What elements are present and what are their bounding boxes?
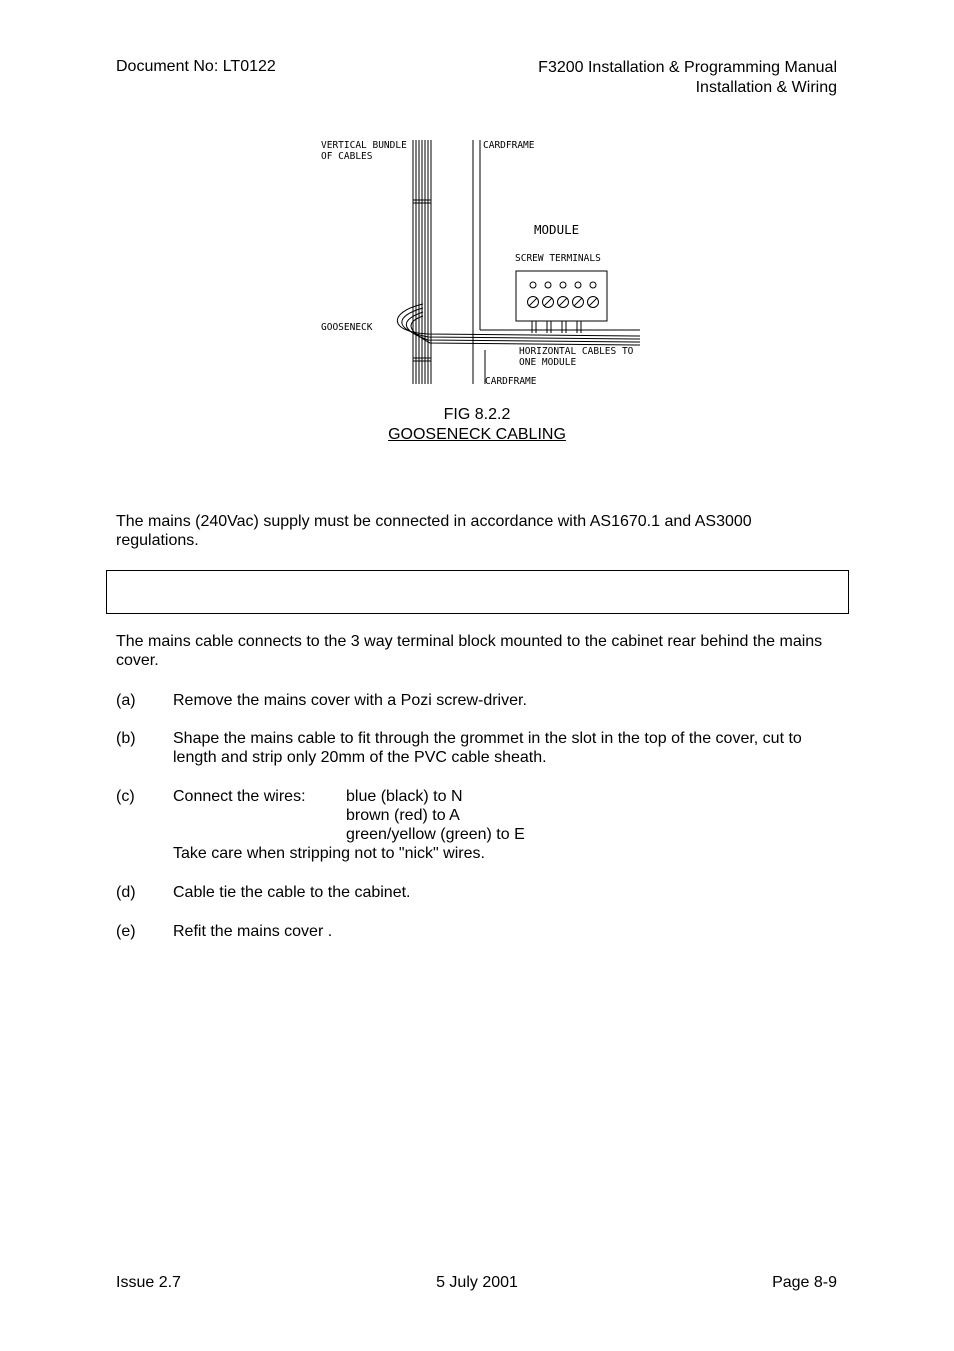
step-text: Refit the mains cover .	[173, 923, 333, 940]
step-label: (c)	[116, 788, 135, 805]
mains-cable-paragraph: The mains cable connects to the 3 way terminal block mounted to the cabinet rear behind the mains cover.	[116, 633, 823, 669]
label-vertical-bundle-2: OF CABLES	[321, 151, 373, 162]
mains-supply-paragraph: The mains (240Vac) supply must be connected in accordance with AS1670.1 and AS3000 regulations.	[116, 513, 752, 549]
label-vertical-bundle-1: VERTICAL BUNDLE	[321, 140, 407, 151]
issue-number: Issue 2.7	[116, 1274, 181, 1291]
label-cardframe-bottom: CARDFRAME	[485, 376, 537, 387]
section-title: Installation & Wiring	[695, 79, 837, 96]
wire-item: brown (red) to A	[346, 807, 460, 824]
document-number: Document No: LT0122	[116, 58, 276, 75]
step-text: Connect the wires:	[173, 788, 306, 805]
figure-caption-title: GOOSENECK CABLING	[388, 426, 566, 443]
page-number: Page 8-9	[772, 1274, 837, 1291]
step-label: (e)	[116, 923, 136, 940]
gooseneck-cabling-figure	[318, 132, 644, 388]
step-text: Cable tie the cable to the cabinet.	[173, 884, 411, 901]
label-horizontal-cables-2: ONE MODULE	[519, 357, 577, 368]
step-label: (a)	[116, 692, 136, 709]
step-label: (d)	[116, 884, 136, 901]
wire-list	[346, 787, 525, 844]
step-text: Shape the mains cable to fit through the grommet in the slot in the top of the cover, cut to length and strip only 20mm of the PVC cable sheath.	[173, 730, 802, 766]
label-module: MODULE	[534, 222, 580, 237]
issue-date: 5 July 2001	[436, 1274, 518, 1291]
label-cardframe-top: CARDFRAME	[483, 140, 535, 151]
manual-title: F3200 Installation & Programming Manual	[538, 59, 837, 76]
boxed-note	[106, 570, 849, 614]
label-horizontal-cables-1: HORIZONTAL CABLES TO	[519, 346, 634, 357]
label-gooseneck: GOOSENECK	[321, 322, 373, 333]
step-text: Remove the mains cover with a Pozi screw-driver.	[173, 692, 527, 709]
figure-caption-number: FIG 8.2.2	[443, 406, 511, 423]
running-header	[538, 58, 837, 98]
label-screw-terminals: SCREW TERMINALS	[515, 253, 601, 264]
wire-item: green/yellow (green) to E	[346, 826, 525, 843]
step-label: (b)	[116, 730, 136, 747]
stripping-note: Take care when stripping not to "nick" wires.	[173, 845, 485, 862]
wire-item: blue (black) to N	[346, 788, 463, 805]
